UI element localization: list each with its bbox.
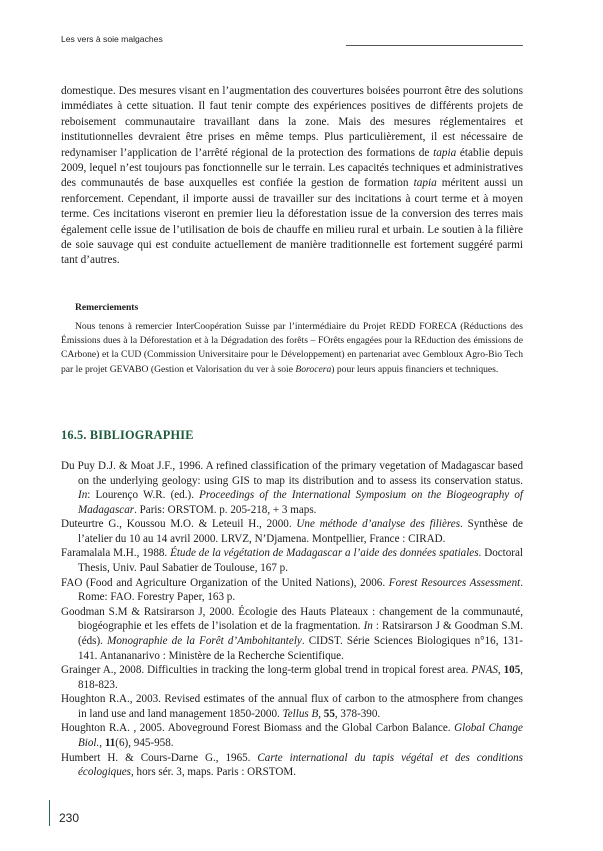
bibliography-entry: Houghton R.A. , 2005. Aboveground Forest Biomass and the Global Carbon Balance. Global Change Biol., 11(6), 945-958. xyxy=(61,722,523,749)
bibliography-list xyxy=(61,459,523,780)
bibliography-entry: Du Puy D.J. & Moat J.F., 1996. A refined classification of the primary vegetation of Madagascar based on the underlying geology: using GIS to map its distribution and to assess its conservation status. In: Lourenço W.R. (ed.). Proceedings of the International Symposium on the Biogeography of Madagascar. Paris: ORSTOM. p. 205-218, + 3 maps. xyxy=(61,460,523,516)
page-number-rule xyxy=(49,800,50,826)
running-head: Les vers à soie malgaches xyxy=(61,34,163,44)
section-heading-bibliography: 16.5. BIBLIOGRAPHIE xyxy=(61,428,194,442)
page-number: 230 xyxy=(59,811,80,825)
acknowledgements-text: Nous tenons à remercier InterCoopération Suisse par l’intermédiaire du Projet REDD FORECA (Réductions des Émissions dues à la Déforestation et à la Dégradation des forêts – FOrêts engagées pour la REduction des émissions de CArbone) et la CUD (Commission Universitaire pour le Développement) en partenariat avec Gembloux Agro-Bio Tech par le projet GEVABO (Gestion et Valorisation du ver à soie Borocera) pour leurs appuis financiers et techniques. xyxy=(61,321,523,375)
body-paragraph: domestique. Des mesures visant en l’augmentation des couvertures boisées pourront être des solutions immédiates à cette situation. Il faut tenir compte des expériences positives de différents projets de reboisement communautaire travaillant dans la zone. Mais des mesures réglementaires et institutionnelles devraient être prises en même temps. Plus particulièrement, il est nécessaire de redynamiser l’application de l’arrêté régional de la protection des formations de tapia établie depuis 2009, lequel n’est toujours pas fonctionnelle sur le terrain. Les capacités techniques et administratives des communautés de base auxquelles est confiée la gestion de formation tapia méritent aussi un renforcement. Cependant, il importe aussi de travailler sur des incitations à court terme et à moyen terme. Ces incitations viseront en premier lieu la déforestation issue de la conversion des terres mais également celle issue de l’utilisation de bois de chauffe en milieu rural et urbain. Le soutien à la filière de soie sauvage qui est conduite actuellement de manière traditionnelle est fortement suggéré parmi tant d’autres. xyxy=(61,85,524,267)
bibliography-entry: Duteurtre G., Koussou M.O. & Leteuil H., 2000. Une méthode d’analyse des filières. Synthèse de l’atelier du 10 au 14 avril 2000. LRVZ, N’Djamena. Montpellier, France : CIRAD. xyxy=(61,518,523,545)
bibliography-entry: Faramalala M.H., 1988. Étude de la végétation de Madagascar a l’aide des données spatiales. Doctoral Thesis, Univ. Paul Sabatier de Toulouse, 167 p. xyxy=(61,547,524,575)
acknowledgements-title: Remerciements xyxy=(75,302,139,313)
bibliography-entry: FAO (Food and Agriculture Organization of the United Nations), 2006. Forest Resources Assessment. Rome: FAO. Forestry Paper, 163 p. xyxy=(61,576,523,604)
bibliography-entry: Humbert H. & Cours-Darne G., 1965. Carte international du tapis végétal et des conditions écologiques, hors sér. 3, maps. Paris : ORSTOM. xyxy=(61,751,523,779)
header-rule xyxy=(346,45,523,46)
bibliography-entry: Grainger A., 2008. Difficulties in tracking the long-term global trend in tropical forest area. PNAS, 105, 818-823. xyxy=(61,664,524,691)
bibliography-entry: Goodman S.M & Ratsirarson J, 2000. Écologie des Hauts Plateaux : changement de la communauté, biogéographie et les effets de l’isolation et de la fragmentation. In : Ratsirarson J & Goodman S.M. (éds). Monographie de la Forêt d’Ambohitantely. CIDST. Série Sciences Biologiques n°16, 131-141. Antananarivo : Ministère de la Recherche Scientifique. xyxy=(61,605,523,662)
bibliography-entry: Houghton R.A., 2003. Revised estimates of the annual flux of carbon to the atmosphere from changes in land use and land management 1850-2000. Tellus B, 55, 378-390. xyxy=(61,693,523,720)
